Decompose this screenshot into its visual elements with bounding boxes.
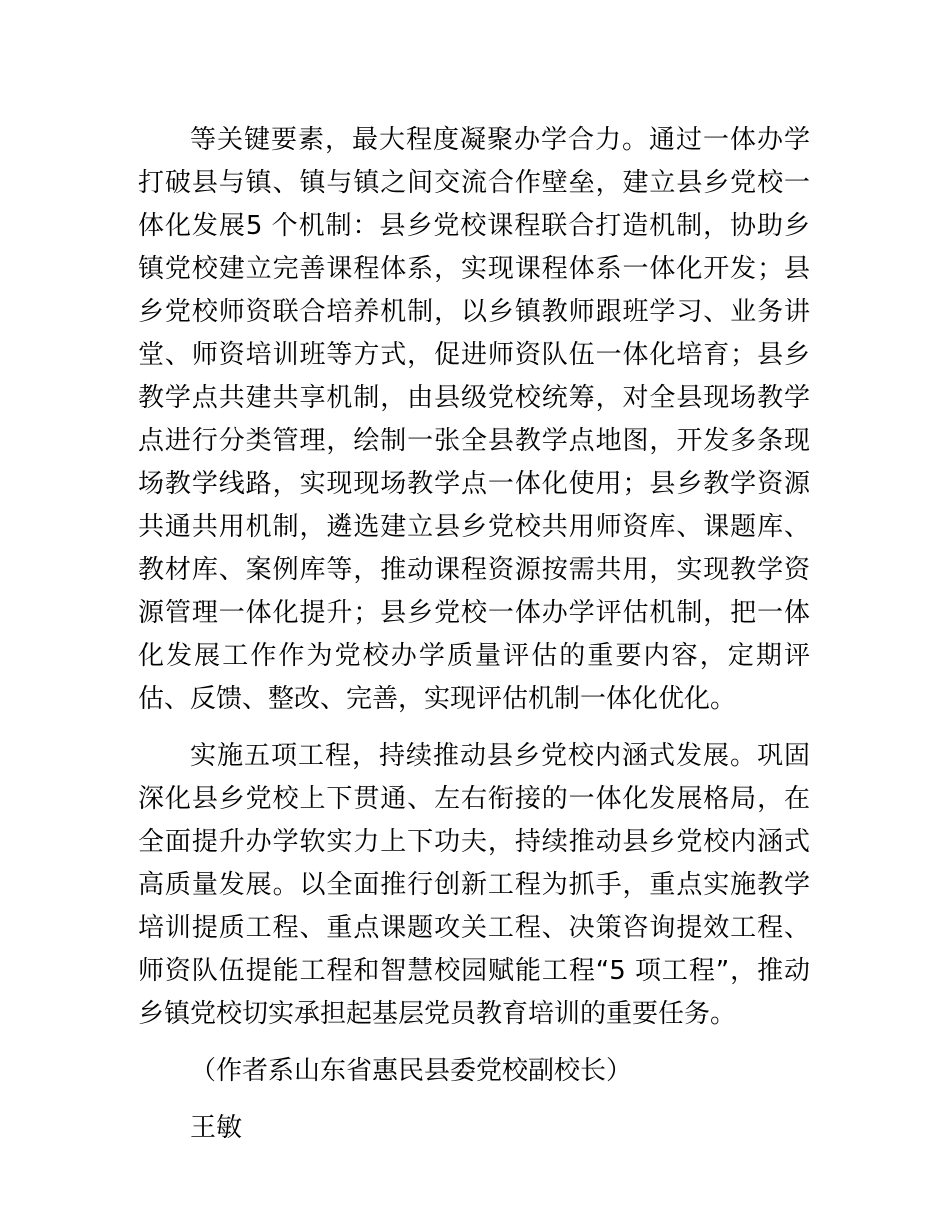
author-note: （作者系山东省惠民县委党校副校长） [190,1056,633,1086]
body-paragraph-1: 等关键要素，最大程度凝聚办学合力。通过一体办学打破县与镇、镇与镇之间交流合作壁垒，建立县乡党校一体化发展5 个机制：县乡党校课程联合打造机制，协助乡镇党校建立完善课程体系，实现课程体系一体化开发；县乡党校师资联合培养机制，以乡镇教师跟班学习、业务讲堂、师资培训班等方式，促进师资队伍一体化培育；县乡教学点共建共享机制，由县级党校统筹，对全县现场教学点进行分类管理，绘制一张全县教学点地图，开发多条现场教学线路，实现现场教学点一体化使用；县乡教学资源共通共用机制，遴选建立县乡党校共用师资库、课题库、教材库、案例库等，推动课程资源按需共用，实现教学资源管理一体化提升；县乡党校一体办学评估机制，把一体化发展工作作为党校办学质量评估的重要内容，定期评估、反馈、整改、完善，实现评估机制一体化优化。 [138,125,810,714]
signature: 王敏 [190,1113,243,1143]
body-paragraph-2: 实施五项工程，持续推动县乡党校内涵式发展。巩固深化县乡党校上下贯通、左右衔接的一体化发展格局，在全面提升办学软实力上下功夫，持续推动县乡党校内涵式高质量发展。以全面推行创新工程为抓手，重点实施教学培训提质工程、重点课题攻关工程、决策咨询提效工程、师资队伍提能工程和智慧校园赋能工程“5 项工程”，推动乡镇党校切实承担起基层党员教育培训的重要任务。 [138,741,810,1029]
